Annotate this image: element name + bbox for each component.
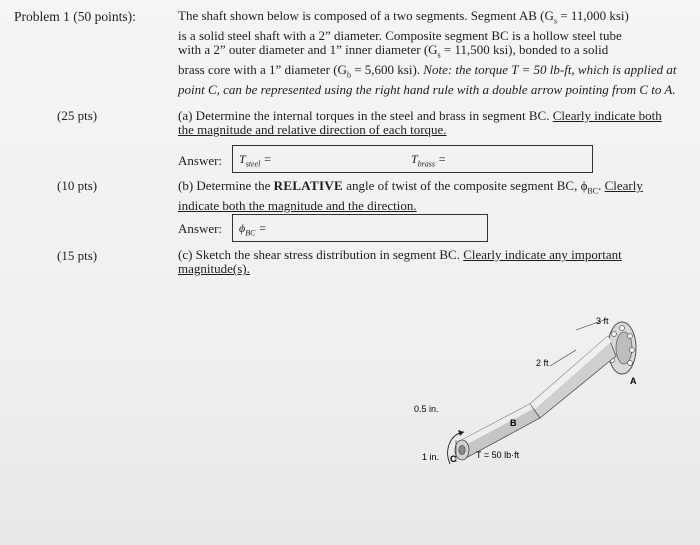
part-b-phi-sub: BC <box>587 186 599 196</box>
part-b-answer-label: Answer: <box>178 221 223 236</box>
part-a-answer-box[interactable] <box>232 145 593 173</box>
part-a-question <box>178 109 678 137</box>
shaft-figure <box>400 300 660 480</box>
problem-title: Problem 1 (50 points): <box>14 9 136 24</box>
part-c-emph: Clearly indicate any important magnitude(s). <box>178 247 622 277</box>
part-b-points: (10 pts) <box>57 178 98 193</box>
part-b-text-post: angle of twist of the composite segment BC, ϕ <box>343 178 588 193</box>
part-a-text: (a) Determine the internal torques in the steel and brass in segment BC. <box>178 108 553 123</box>
intro-line4b: = 5,600 ksi). <box>350 61 421 77</box>
intro-note: Note: the torque T = 50 lb-ft, which is applied at point C, can be represented using the right hand rule with a double arrow pointing from C to A. <box>178 61 677 97</box>
label-3ft: 3 ft <box>596 316 609 326</box>
part-b-text-pre: (b) Determine the <box>178 178 274 193</box>
label-c: C <box>450 454 457 464</box>
problem-statement <box>178 9 678 97</box>
sub-b: b <box>346 70 351 80</box>
part-b-question <box>178 179 678 213</box>
shaft-ab <box>530 336 616 418</box>
dim-line-2ft <box>550 350 576 366</box>
t-brass-field: $T_{brass}$ = <box>411 152 447 169</box>
part-b-relative: RELATIVE <box>273 178 343 193</box>
part-c-points: (15 pts) <box>57 248 98 263</box>
part-c-text: (c) Sketch the shear stress distribution in segment BC. <box>178 247 464 262</box>
sub-s2: s <box>437 50 441 60</box>
intro-line1b: = 11,000 ksi) <box>557 8 629 23</box>
part-a-points: (25 pts) <box>57 108 98 123</box>
label-2ft: 2 ft <box>536 358 549 368</box>
part-a-answer-label: Answer: <box>178 153 223 168</box>
label-b: B <box>510 418 517 428</box>
part-b-answer-box[interactable] <box>232 214 488 242</box>
intro-line4: brass core with a 1” diameter (G <box>178 61 347 77</box>
label-05in: 0.5 in. <box>414 404 439 414</box>
part-b-text-end: . <box>598 178 605 193</box>
t-steel-field: $T_{steel}$ = <box>239 152 272 169</box>
label-1in: 1 in. <box>422 452 440 462</box>
part-b-emph: Clearly indicate both the magnitude and the direction. <box>178 178 643 213</box>
part-c-question <box>178 248 678 276</box>
label-a: A <box>630 376 637 386</box>
phi-bc-field: $\phi_{BC}$ = <box>239 221 267 238</box>
label-torque: T = 50 lb·ft <box>476 450 520 460</box>
intro-line3b: = 11,500 ksi), bonded to a solid <box>440 42 609 57</box>
intro-line1: The shaft shown below is composed of a two segments. Segment AB (G <box>178 8 554 23</box>
intro-line2: is a solid steel shaft with a 2” diameter. Composite segment BC is a hollow steel tube <box>178 27 622 43</box>
sub-s: s <box>553 16 557 26</box>
part-a-emph: Clearly indicate both the magnitude and relative direction of each torque. <box>178 108 662 138</box>
intro-line3: with a 2” outer diameter and 1” inner diameter (G <box>178 42 438 57</box>
